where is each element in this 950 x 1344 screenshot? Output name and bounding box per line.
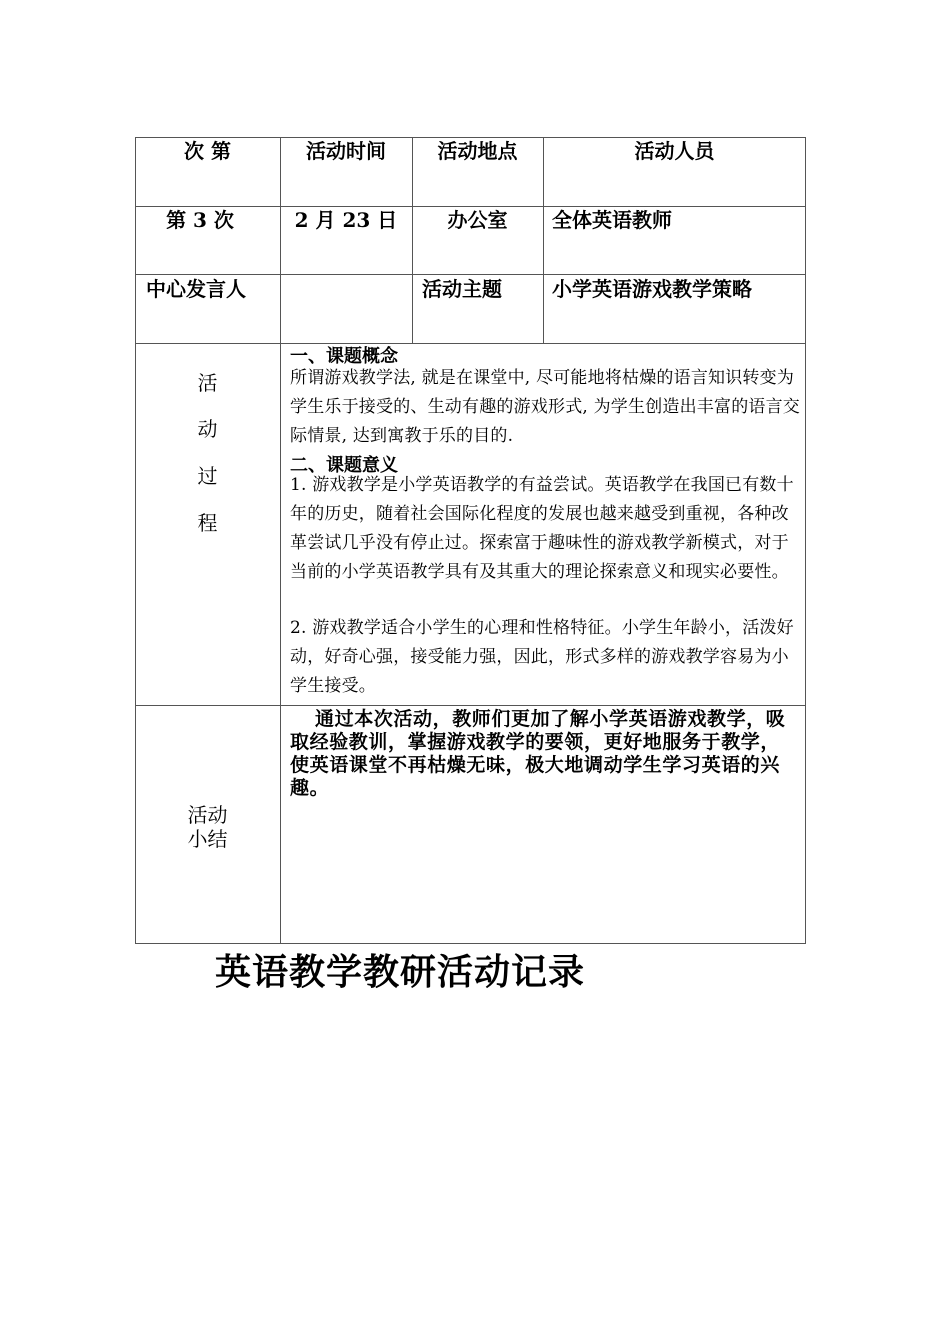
- activity-date: 2 月 23 日: [294, 208, 398, 232]
- speaker-label: 中心发言人: [146, 277, 246, 301]
- activity-place: 办公室: [447, 208, 508, 232]
- header-place: 活动地点: [437, 139, 518, 163]
- topic-label: 活动主题: [422, 277, 502, 301]
- row-divider: [135, 206, 806, 207]
- summary-label-line: 小结: [187, 827, 228, 851]
- activity-participants: 全体英语教师: [552, 208, 672, 232]
- section-significance-heading: 二、课题意义: [290, 455, 398, 476]
- document-title: 英语教学教研活动记录: [215, 951, 586, 993]
- row-divider: [135, 274, 806, 275]
- section-concept-heading: 一、课题概念: [290, 346, 398, 367]
- process-label-char: 动: [197, 417, 218, 441]
- process-label-char: 活: [197, 371, 218, 395]
- process-label-char: 过: [197, 464, 218, 488]
- section-significance-paragraph: 1. 游戏教学是小学英语教学的有益尝试。英语教学在我国已有数十年的历史，随着社会国际化程度的发展也越来越受到重视，各种改革尝试几乎没有停止过。探索富于趣味性的游戏教学新模式，对于当前的小学英语教学具有及其重大的理论探索意义和现实必要性。: [290, 475, 794, 582]
- section-concept-text: 所谓游戏教学法, 就是在课堂中, 尽可能地将枯燥的语言知识转变为学生乐于接受的、生动有趣的游戏形式, 为学生创造出丰富的语言交际情景, 达到寓教于乐的目的.: [290, 368, 801, 446]
- column-divider: [280, 137, 281, 944]
- header-session: 次 第: [184, 139, 231, 163]
- session-number: 第 3 次: [166, 208, 234, 232]
- process-label-char: 程: [197, 511, 218, 535]
- column-divider: [412, 137, 413, 343]
- topic-value: 小学英语游戏教学策略: [552, 277, 752, 301]
- section-significance-paragraph: 2. 游戏教学适合小学生的心理和性格特征。小学生年龄小，活泼好动，好奇心强，接受能力强，因此，形式多样的游戏教学容易为小学生接受。: [290, 618, 794, 696]
- header-time: 活动时间: [306, 139, 386, 163]
- summary-label-line: 活动: [187, 803, 228, 827]
- process-label: [135, 343, 280, 705]
- row-divider: [135, 705, 806, 706]
- header-participants: 活动人员: [634, 139, 715, 163]
- column-divider: [543, 137, 544, 343]
- summary-text: 通过本次活动，教师们更加了解小学英语游戏教学，吸取经验教训，掌握游戏教学的要领，更好地服务于教学，使英语课堂不再枯燥无味，极大地调动学生学习英语的兴趣。: [290, 708, 786, 799]
